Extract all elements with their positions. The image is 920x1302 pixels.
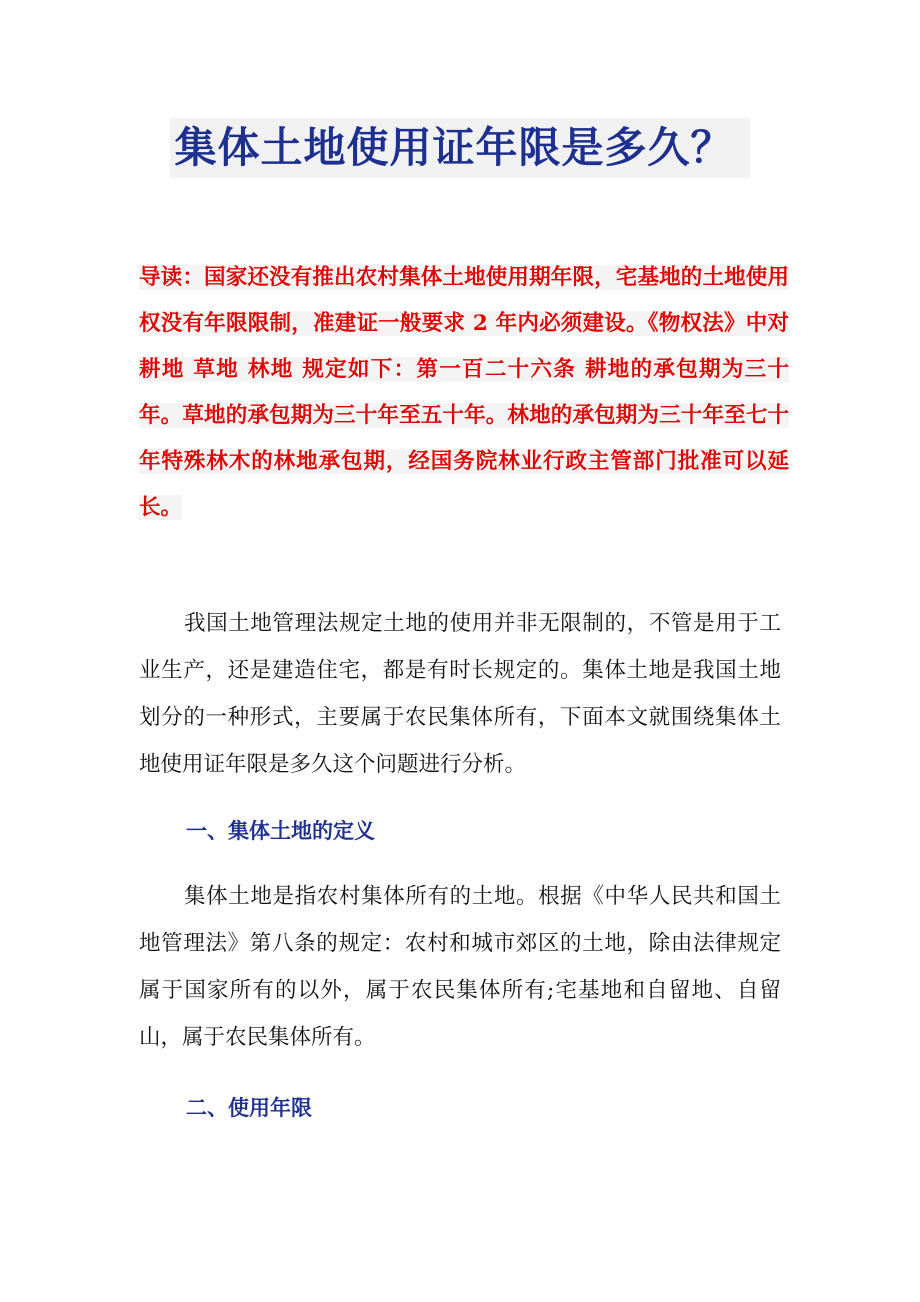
- lead-paragraph: [139, 255, 789, 531]
- document-title: 集体土地使用证年限是多久？: [170, 118, 749, 178]
- section-heading-1: 一、集体土地的定义: [186, 819, 375, 843]
- section-heading-2: 二、使用年限: [186, 1096, 312, 1120]
- body-paragraph-2: 集体土地是指农村集体所有的土地。根据《中华人民共和国土地管理法》第八条的规定：农村和城市郊区的土地，除由法律规定属于国家所有的以外，属于农民集体所有;宅基地和自留地、自留山，属于农民集体所有。: [139, 884, 781, 1050]
- title-container: [0, 118, 920, 178]
- lead-text: 导读：国家还没有推出农村集体土地使用期年限，宅基地的土地使用权没有年限限制，准建证一般要求 2 年内必须建设。《物权法》中对 耕地 草地 林地 规定如下：第一百二十六条 耕地的承包期为三十年。草地的承包期为三十年至五十年。林地的承包期为三十年至七十年特殊林木的林地承包期，经国务院林业行政主管部门批准可以延长。: [139, 265, 789, 520]
- body-paragraph-1: 我国土地管理法规定土地的使用并非无限制的，不管是用于工业生产，还是建造住宅，都是有时长规定的。集体土地是我国土地划分的一种形式，主要属于农民集体所有，下面本文就围绕集体土地使用证年限是多久这个问题进行分析。: [139, 611, 781, 777]
